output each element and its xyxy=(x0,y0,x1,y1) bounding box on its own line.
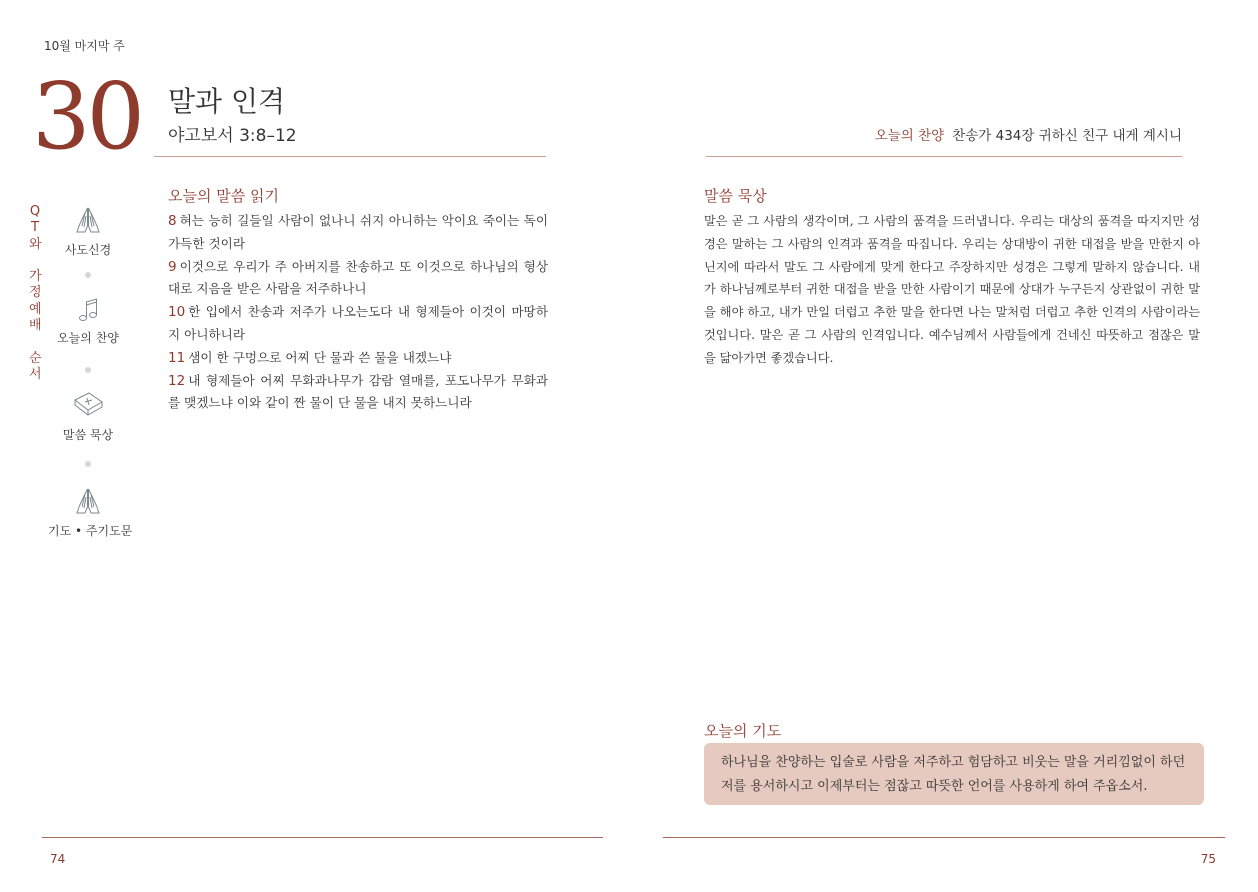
step-separator-dot xyxy=(85,461,91,467)
day-number: 30 xyxy=(32,63,142,170)
bible-book-icon xyxy=(71,390,105,420)
verse xyxy=(168,256,548,302)
praying-hands-icon xyxy=(73,205,103,235)
title-divider-right xyxy=(706,156,1182,157)
music-note-icon xyxy=(73,297,103,323)
scripture-text xyxy=(168,210,548,415)
step-word-meditation xyxy=(48,390,128,443)
hymn-text: 찬송가 434장 귀하신 친구 내게 계시니 xyxy=(952,128,1182,144)
step-prayer xyxy=(48,486,133,539)
verse-number: 11 xyxy=(168,349,186,366)
hymn-label: 오늘의 찬양 xyxy=(874,128,945,144)
sidebar-title-char: 가 xyxy=(29,269,42,285)
sidebar-title-char: Q xyxy=(29,204,41,219)
verse-text: 혀는 능히 길들일 사람이 없나니 쉬지 아니하는 악이요 죽이는 독이 가득한 것이라 xyxy=(168,213,548,251)
sidebar-title-char: 배 xyxy=(29,318,42,334)
step-label: 오늘의 찬양 xyxy=(57,331,119,345)
title-divider-left xyxy=(154,156,546,157)
step-apostles-creed xyxy=(48,205,128,258)
verse xyxy=(168,210,548,256)
verse-number: 12 xyxy=(168,372,186,389)
sidebar-title-char: 와 xyxy=(29,236,42,252)
step-label: 기도 • 주기도문 xyxy=(48,524,133,538)
sidebar-title-char: 순 xyxy=(29,350,42,366)
reading-heading: 오늘의 말씀 읽기 xyxy=(168,187,279,205)
footer-rule-right xyxy=(663,837,1225,838)
step-label: 말씀 묵상 xyxy=(62,428,114,442)
step-label: 사도신경 xyxy=(64,243,112,257)
page-title: 말과 인격 xyxy=(168,85,286,118)
verse-text: 샘이 한 구멍으로 어찌 단 물과 쓴 물을 내겠느냐 xyxy=(188,349,452,365)
sidebar-title-char: T xyxy=(31,220,39,236)
sidebar-title-char xyxy=(29,253,41,269)
prayer-heading: 오늘의 기도 xyxy=(704,722,782,740)
page-number-left: 74 xyxy=(50,852,66,866)
sidebar-title-char: 예 xyxy=(29,301,42,317)
week-label: 10월 마지막 주 xyxy=(44,39,125,53)
sidebar-title-char xyxy=(29,334,41,350)
prayer-text: 하나님을 찬양하는 입술로 사람을 저주하고 험담하고 비웃는 말을 거리낌없이 하던 저를 용서하시고 이제부터는 점잖고 따뜻한 언어를 사용하게 하여 주옵소서. xyxy=(721,755,1186,794)
meditation-text: 말은 곧 그 사람의 생각이며, 그 사람의 품격을 드러냅니다. 우리는 대상의 품격을 따지지만 성경은 말하는 그 사람의 인격과 품격을 따집니다. 우리는 상대방이 귀한 대접을 받을 만한지 아닌지에 따라서 말도 그 사람에게 맞게 한다고 주장하지만 성경은 그렇게 말하지 않습니다. 내가 하나님께로부터 귀한 대접을 받을 만한 사람이기 때문에 상대가 누구든지 상관없이 귀한 말을 해야 하고, 내가 만일 더럽고 추한 말을 한다면 나는 말처럼 더럽고 추한 인격의 사람이라는 것입니다. 말은 곧 그 사람의 인격입니다. 예수님께서 사람들에게 건네신 따뜻하고 점잖은 말을 닮아가면 좋겠습니다. xyxy=(704,214,1200,365)
verse-text: 한 입에서 찬송과 저주가 나오는도다 내 형제들아 이것이 마땅하지 아니하니라 xyxy=(168,304,548,342)
verse-text: 이것으로 우리가 주 아버지를 찬송하고 또 이것으로 하나님의 형상대로 지음을 받은 사람을 저주하나니 xyxy=(168,258,548,297)
sidebar-title-char: 정 xyxy=(29,285,42,301)
verse-number: 9 xyxy=(168,258,177,275)
verse-text: 내 형제들아 어찌 무화과나무가 감람 열매를, 포도나무가 무화과를 맺겠느냐 이와 같이 짠 물이 단 물을 내지 못하느니라 xyxy=(168,372,548,411)
praying-hands-icon xyxy=(73,486,103,516)
todays-hymn xyxy=(875,124,1182,144)
scripture-reference: 야고보서 3:8–12 xyxy=(168,126,297,146)
page-number-right: 75 xyxy=(1200,852,1216,866)
step-separator-dot xyxy=(85,272,91,278)
verse-number: 8 xyxy=(168,213,177,229)
verse-number: 10 xyxy=(168,304,186,321)
meditation-heading: 말씀 묵상 xyxy=(704,187,767,205)
sidebar-vertical-title xyxy=(29,204,41,383)
verse xyxy=(168,370,548,416)
sidebar-title-char: 서 xyxy=(29,366,42,382)
verse xyxy=(168,301,548,347)
step-separator-dot xyxy=(85,367,91,373)
verse xyxy=(168,347,548,370)
step-todays-hymn xyxy=(48,297,128,346)
footer-rule-left xyxy=(42,837,603,838)
